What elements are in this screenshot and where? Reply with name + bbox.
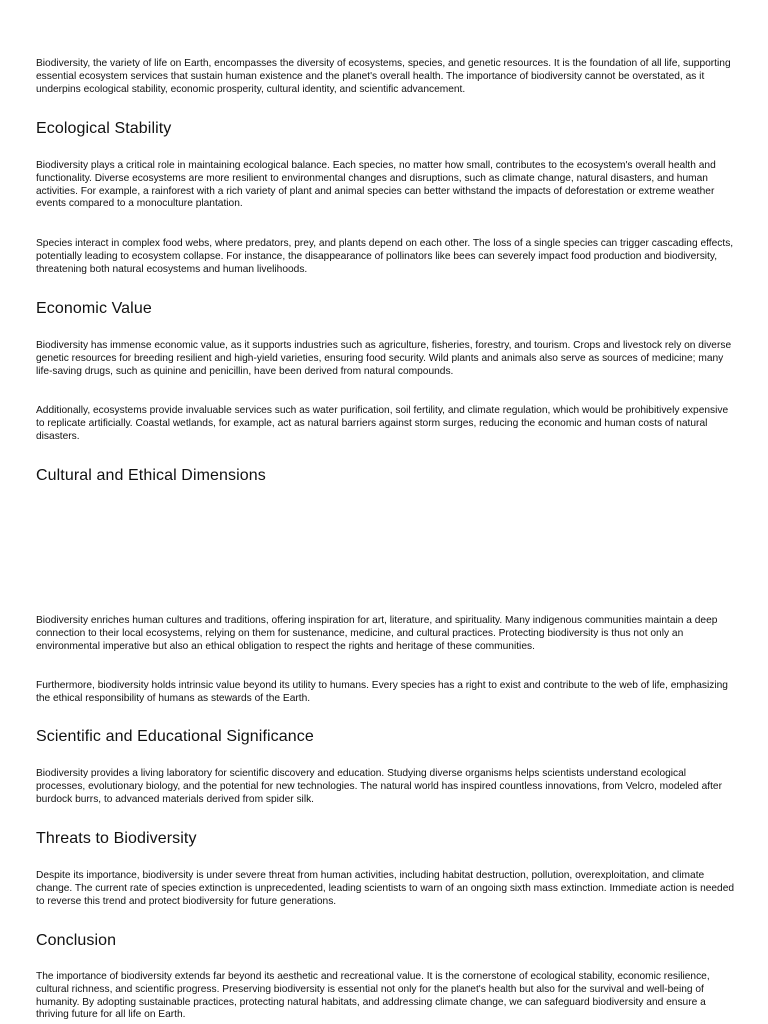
scientific-paragraph-1: Biodiversity provides a living laboratory for scientific discovery and education. Studying diverse organisms helps scientists understand ecological processes, evolutionary biology, and the potential for new technologies. The natural world has inspired countless innovations, from Velcro, modeled after burdock burrs, to advanced materials derived from spider silk. xyxy=(36,768,722,805)
ecological-paragraph-2: Species interact in complex food webs, where predators, prey, and plants depend on each other. The loss of a single species can trigger cascading effects, potentially leading to ecosystem collapse. For instance, the disappearance of pollinators like bees can severely impact food production and biodiversity, threatening both natural ecosystems and human livelihoods. xyxy=(36,238,734,275)
threats-paragraph-1: Despite its importance, biodiversity is under severe threat from human activities, including habitat destruction, pollution, overexploitation, and climate change. The current rate of species extinction is unprecedented, leading scientists to warn of an ongoing sixth mass extinction. Immediate action is needed to reverse this trend and protect biodiversity for future generations. xyxy=(36,870,735,907)
heading-threats: Threats to Biodiversity xyxy=(36,830,197,847)
intro-paragraph: Biodiversity, the variety of life on Earth, encompasses the diversity of ecosystems, species, and genetic resources. It is the foundation of all life, supporting essential ecosystem services that sustain human existence and the planet's overall health. The importance of biodiversity cannot be overstated, as it underpins ecological stability, economic prosperity, cultural identity, and scientific advancement. xyxy=(36,58,731,95)
heading-cultural-ethical: Cultural and Ethical Dimensions xyxy=(36,467,266,484)
heading-conclusion: Conclusion xyxy=(36,932,117,949)
heading-economic-value: Economic Value xyxy=(36,300,152,317)
cultural-paragraph-1: Biodiversity enriches human cultures and traditions, offering inspiration for art, literature, and spirituality. Many indigenous communities maintain a deep connection to their local ecosystems, relying on them for sustenance, medicine, and cultural practices. Protecting biodiversity is thus not only an environmental imperative but also an ethical obligation to respect the rights and heritage of these communities. xyxy=(36,615,718,652)
economic-paragraph-1: Biodiversity has immense economic value, as it supports industries such as agriculture, fisheries, forestry, and tourism. Crops and livestock rely on diverse genetic resources for breeding resilient and high-yield varieties, ensuring food security. Wild plants and animals also serve as sources of medicine; many life-saving drugs, such as quinine and penicillin, have been derived from natural compounds. xyxy=(36,340,732,377)
cultural-paragraph-2: Furthermore, biodiversity holds intrinsic value beyond its utility to humans. Every species has a right to exist and contribute to the web of life, emphasizing the ethical responsibility of humans as stewards of the Earth. xyxy=(36,680,728,704)
economic-paragraph-2: Additionally, ecosystems provide invaluable services such as water purification, soil fertility, and climate regulation, which would be prohibitively expensive to replicate artificially. Coastal wetlands, for example, act as natural barriers against storm surges, reducing the economic and human costs of natural disasters. xyxy=(36,405,729,442)
conclusion-paragraph-1: The importance of biodiversity extends far beyond its aesthetic and recreational value. It is the cornerstone of ecological stability, economic resilience, cultural richness, and scientific progress. Preserving biodiversity is essential not only for the planet's health but also for the survival and well-being of humanity. By adopting sustainable practices, protecting natural habitats, and addressing climate change, we can safeguard biodiversity and ensure a thriving future for all life on Earth. xyxy=(36,971,710,1021)
ecological-paragraph-1: Biodiversity plays a critical role in maintaining ecological balance. Each species, no matter how small, contributes to the ecosystem's overall health and functionality. Diverse ecosystems are more resilient to environmental changes and disruptions, such as climate change, natural disasters, and human activities. For example, a rainforest with a rich variety of plant and animal species can better withstand the impacts of deforestation or extreme weather events compared to a monoculture plantation. xyxy=(36,160,716,210)
heading-ecological-stability: Ecological Stability xyxy=(36,120,172,137)
heading-scientific-educational: Scientific and Educational Significance xyxy=(36,728,314,745)
